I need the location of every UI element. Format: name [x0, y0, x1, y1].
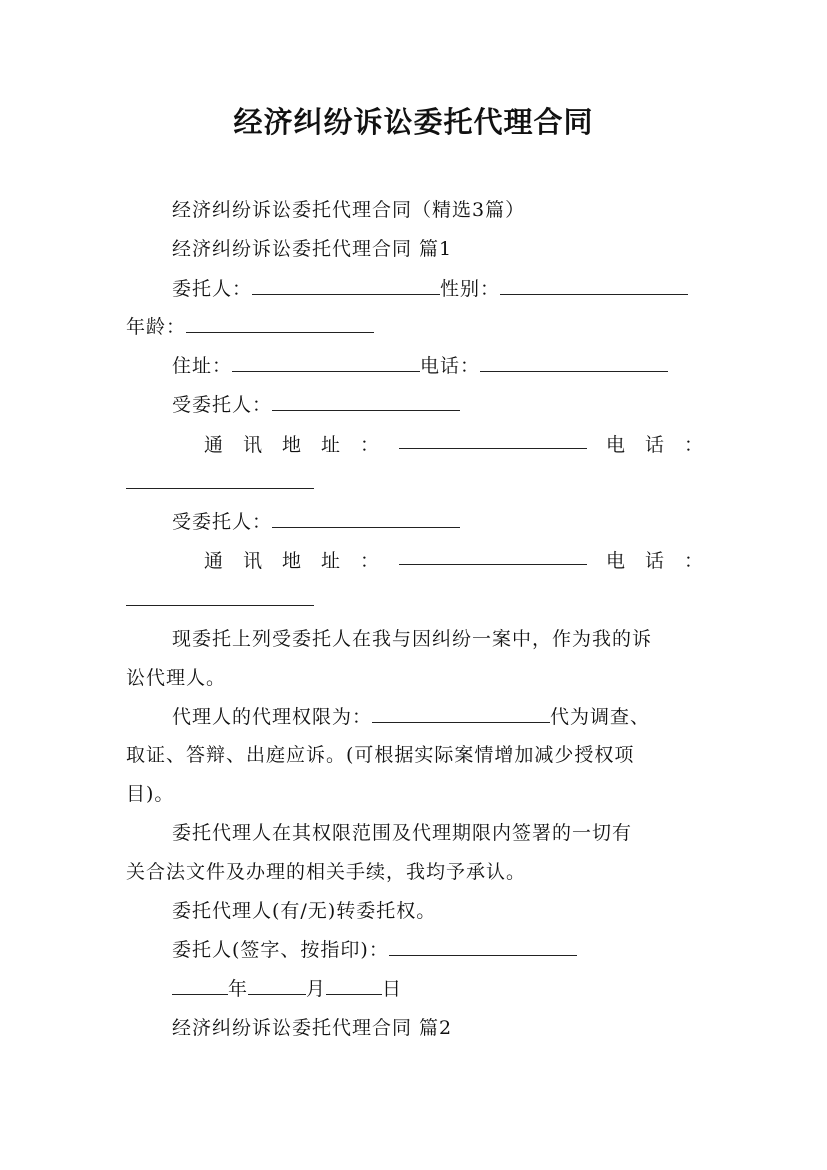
transfer-line: 委托代理人(有/无)转委托权。	[172, 900, 437, 922]
day-blank	[326, 976, 382, 995]
age-label: 年龄：	[126, 316, 187, 338]
paragraph-1b: 讼代理人。	[126, 667, 227, 689]
signature-line	[126, 935, 704, 965]
agent-line-2	[126, 507, 704, 537]
authority-suffix: 代为调查、	[550, 706, 651, 728]
paragraph-2c: 目)。	[126, 783, 175, 805]
address-label: 住址：	[172, 355, 233, 377]
paragraph-3b: 关合法文件及办理的相关手续，我均予承认。	[126, 861, 527, 883]
year-blank	[172, 976, 228, 995]
signature-blank	[389, 937, 577, 956]
principal-line	[126, 274, 704, 304]
agent-label: 受委托人：	[172, 394, 273, 416]
day-label: 日	[382, 978, 403, 1000]
paragraph-2b: 取证、答辩、出庭应诉。(可根据实际案情增加减少授权项	[126, 744, 635, 766]
contact-char: ：	[360, 550, 381, 572]
contact-char: ：	[360, 434, 381, 456]
contact-char: 通	[204, 434, 225, 456]
contact-char: 通	[204, 550, 225, 572]
principal-label: 委托人：	[172, 278, 253, 300]
contact-char: 讯	[243, 434, 264, 456]
authority-line	[126, 702, 704, 732]
contact-char: 址	[321, 550, 342, 572]
authority-blank	[372, 704, 550, 723]
paragraph-1a: 现委托上列受委托人在我与因纠纷一案中，作为我的诉	[172, 628, 653, 650]
address-blank	[232, 353, 420, 372]
month-blank	[248, 976, 306, 995]
section-heading-1: 经济纠纷诉讼委托代理合同 篇1	[172, 238, 453, 260]
contact-char: 讯	[243, 550, 264, 572]
contact-address-blank	[399, 546, 587, 565]
month-label: 月	[306, 978, 327, 1000]
contact-char: 地	[282, 434, 303, 456]
contact-char: ：	[683, 550, 704, 572]
contact-phone-line-1	[126, 468, 704, 498]
contact-line-2	[126, 546, 704, 576]
contact-char: 地	[282, 550, 303, 572]
phone-blank	[480, 353, 668, 372]
contact-phone-line-2	[126, 585, 704, 615]
agent-blank	[272, 509, 460, 528]
gender-label: 性别：	[440, 278, 501, 300]
address-line	[126, 351, 704, 381]
contact-char: 话	[644, 434, 665, 456]
contact-char: 电	[605, 434, 626, 456]
gender-blank	[500, 276, 688, 295]
contact-char: 址	[321, 434, 342, 456]
document-title: 经济纠纷诉讼委托代理合同	[233, 105, 594, 139]
agent-line-1	[126, 390, 704, 420]
age-line	[126, 312, 704, 342]
age-blank	[186, 314, 374, 333]
paragraph-3a: 委托代理人在其权限范围及代理期限内签署的一切有	[172, 822, 633, 844]
signature-label: 委托人(签字、按指印)：	[172, 939, 389, 961]
agent-blank	[272, 392, 460, 411]
contact-char: 话	[644, 550, 665, 572]
contact-line-1	[126, 430, 704, 460]
phone-label: 电话：	[420, 355, 481, 377]
agent-label: 受委托人：	[172, 511, 273, 533]
section-heading-2: 经济纠纷诉讼委托代理合同 篇2	[172, 1017, 453, 1039]
year-label: 年	[228, 978, 249, 1000]
date-line	[126, 974, 704, 1004]
contact-char: ：	[683, 434, 704, 456]
contact-phone-blank	[126, 587, 314, 606]
subtitle-line: 经济纠纷诉讼委托代理合同（精选3篇）	[172, 199, 526, 221]
authority-label: 代理人的代理权限为：	[172, 706, 373, 728]
contact-char: 电	[605, 550, 626, 572]
principal-blank	[252, 276, 440, 295]
contact-phone-blank	[126, 470, 314, 489]
contact-address-blank	[399, 430, 587, 449]
